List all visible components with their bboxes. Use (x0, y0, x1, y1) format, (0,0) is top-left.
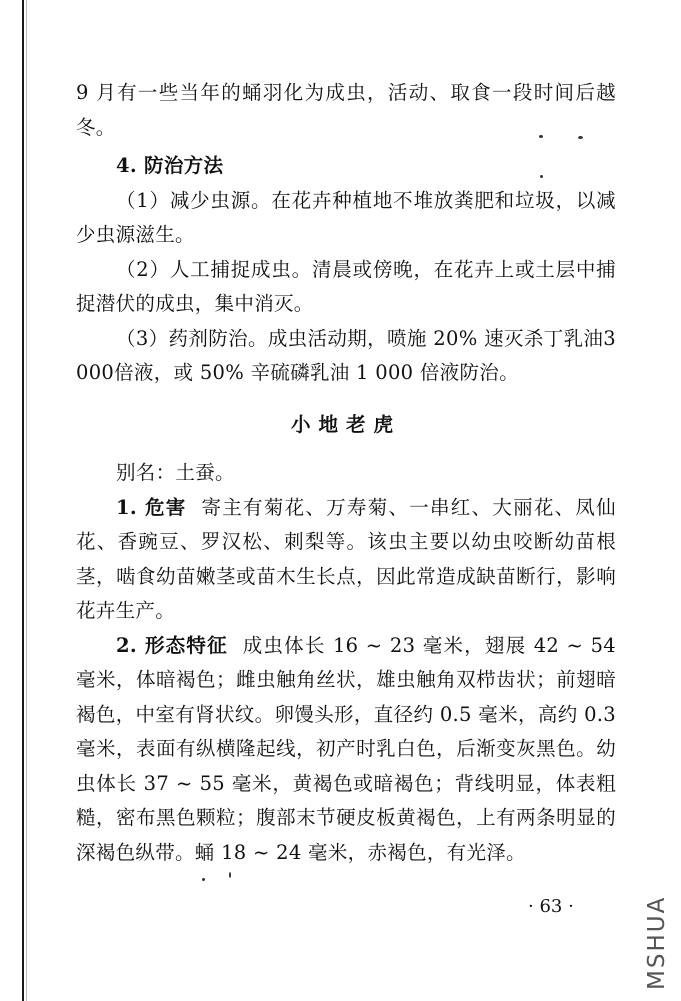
page-number: · 63 · (528, 896, 574, 917)
morphology-text: 成虫体长 16 ~ 23 毫米，翅展 42 ~ 54 毫米，体暗褐色；雌虫触角丝状，雄虫触角双栉齿状；前翅暗褐色，中室有肾状纹。卵馒头形，直径约 0.5 毫米，高约 0.3 毫米，表面有纵横隆起线，初产时乳白色，后渐变灰黑色。幼虫体长 37 ~ 55 毫米，黄褐色或暗褐色；背线明显，体表粗糙，密布黑色颗粒；腹部末节硬皮板黄褐色，上有两条明显的深褐色纵带。蛹 18 ~ 24 毫米，赤褐色，有光泽。 (76, 633, 617, 864)
method-reduce-source: （1）减少虫源。在花卉种植地不堆放粪肥和垃圾，以减少虫源滋生。 (76, 188, 616, 246)
scan-speck (539, 135, 543, 138)
heading-control-methods: 4. 防治方法 (116, 154, 224, 177)
morphology-label: 2. 形态特征 (116, 633, 228, 657)
scan-speck (578, 136, 583, 139)
paragraph-harm (76, 491, 616, 629)
method-manual-capture: （2）人工捕捉成虫。清晨或傍晚，在花卉上或土层中捕捉潜伏的成虫，集中消灭。 (76, 257, 616, 315)
scan-speck (202, 878, 205, 881)
method-chemical-control: （3）药剂防治。成虫活动期，喷施 20% 速灭杀丁乳油3 000倍液，或 50% 辛硫磷乳油 1 000 倍液防治。 (76, 326, 616, 384)
binding-line (22, 0, 24, 1001)
book-page-text (76, 76, 616, 870)
section-title: 小地老虎 (290, 412, 401, 436)
paragraph-morphology (76, 629, 616, 871)
scan-speck (229, 872, 231, 878)
binding-line-shadow (26, 0, 27, 1001)
harm-text: 寄主有菊花、万寿菊、一串红、大丽花、凤仙花、香豌豆、罗汉松、刺梨等。该虫主要以幼虫咬断幼苗根茎，啮食幼苗嫩茎或苗木生长点，因此常造成缺苗断行，影响花卉生产。 (76, 495, 616, 622)
watermark: MSHUA (644, 895, 670, 990)
harm-label: 1. 危害 (116, 495, 187, 519)
alias-line: 别名：土蚕。 (116, 461, 235, 484)
paragraph-overwintering: 9 月有一些当年的蛹羽化为成虫，活动、取食一段时间后越冬。 (76, 81, 616, 139)
scan-speck (540, 175, 543, 178)
